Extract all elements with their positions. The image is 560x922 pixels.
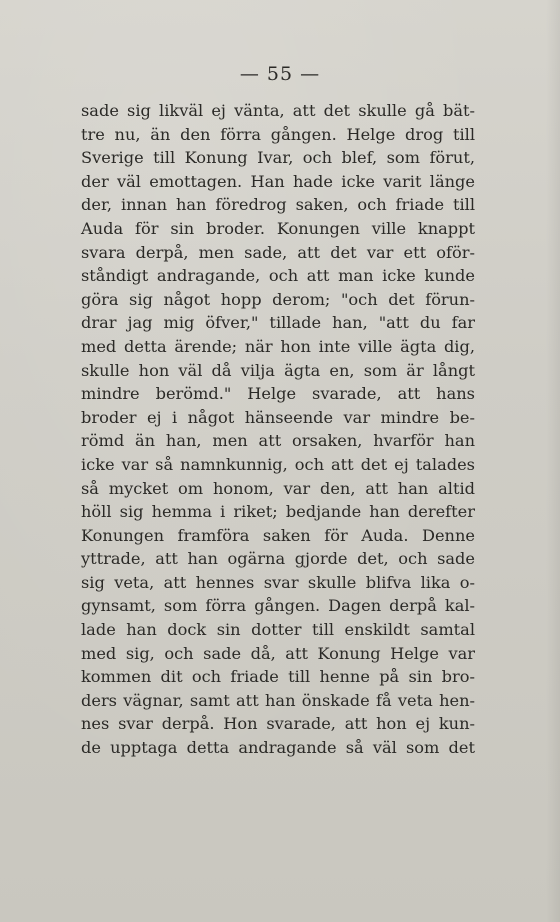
text-line: broder ej i något hänseende var mindre be- [81,407,475,427]
text-line: Sverige till Konung Ivar, och blef, som förut, [81,148,475,168]
page-number-header: — 55 — [239,63,321,85]
text-line: sade sig likväl ej vänta, att det skulle gå bät- [81,101,475,120]
text-line: ders vägnar, samt att han önskade få veta hen- [81,690,475,710]
text-line: der, innan han föredrog saken, och friade till [81,195,475,215]
text-line: icke var så namnkunnig, och att det ej talades [81,454,475,474]
text-line: svara derpå, men sade, att det var ett oför- [81,242,475,262]
page-spine-shadow [546,0,560,922]
text-line: de upptaga detta andragande så väl som det [81,738,475,758]
text-line: med sig, och sade då, att Konung Helge var [81,643,475,663]
text-line: så mycket om honom, var den, att han altid [81,478,475,498]
text-line: höll sig hemma i riket; bedjande han derefter [81,502,475,522]
text-line: yttrade, att han ogärna gjorde det, och sade [81,549,475,569]
body-text [81,99,475,760]
text-line: Konungen framföra saken för Auda. Denne [81,525,475,545]
text-line: tre nu, än den förra gången. Helge drog till [81,124,475,144]
text-line: sig veta, att hennes svar skulle blifva lika o- [81,572,475,592]
text-line: göra sig något hopp derom; "och det förun- [81,289,475,309]
text-line: kommen dit och friade till henne på sin bro- [81,667,475,687]
text-line: ståndigt andragande, och att man icke kunde [81,266,475,286]
text-line: lade han dock sin dotter till enskildt samtal [81,620,475,640]
text-line: med detta ärende; när hon inte ville ägta dig, [81,336,475,356]
text-line: skulle hon väl då vilja ägta en, som är långt [81,360,475,380]
text-line: gynsamt, som förra gången. Dagen derpå kal- [81,596,475,616]
text-line: römd än han, men att orsaken, hvarför han [81,431,475,451]
text-line: nes svar derpå. Hon svarade, att hon ej kun- [81,714,475,734]
text-line: der väl emottagen. Han hade icke varit länge [81,171,475,191]
text-line: mindre berömd." Helge svarade, att hans [81,384,475,404]
text-line: drar jag mig öfver," tillade han, "att du far [81,313,475,333]
text-line: Auda för sin broder. Konungen ville knappt [81,218,475,238]
